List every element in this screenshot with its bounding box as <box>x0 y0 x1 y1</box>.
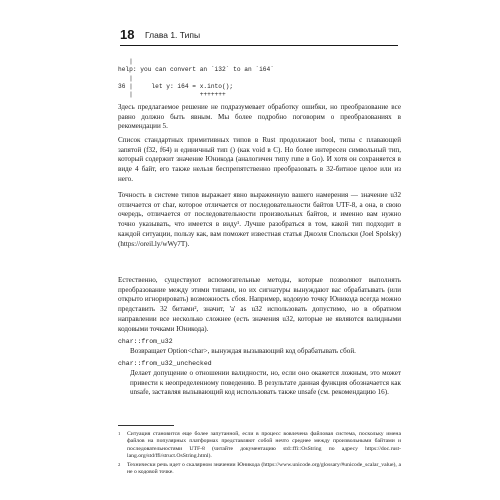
footnote-mark: 2 <box>118 462 121 467</box>
running-header <box>120 27 398 45</box>
code-line: help: you can convert an `i32` to an `i64` <box>118 66 274 73</box>
footnote-text: Ситуация становится еще более запутанной, если в процесс вовлечена файловая система, поскольку имена файлов на популярных платформах представляют собой нечто среднее между произвольными байтами и последовательностями UTF-8 (читайте документацию std::ffi::OsString по адресу https://doc.rust-lang.org/std/ffi/struct.OsString.html). <box>127 431 401 459</box>
footnote-text: Технически речь идет о скалярном значении Юникода (https://www.unicode.org/glossary/#unicode_scalar_value), а не о кодовой точке. <box>127 462 401 476</box>
code-line: 36 | let y: i64 = x.into(); <box>118 83 234 90</box>
code-line: | <box>118 58 133 65</box>
paragraph: Здесь предлагаемое решение не подразумевает обработку ошибки, но преобразование все равно должно быть явным. Мы более подробно поговорим о преобразованиях в рекомендации 5. <box>118 103 401 131</box>
definition-term: char::from_u32 <box>118 338 173 345</box>
chapter-title: Глава 1. Типы <box>145 30 201 40</box>
definition-term: char::from_u32_unchecked <box>118 360 212 367</box>
footnote-mark: 1 <box>118 431 121 436</box>
paragraph: Естественно, существуют вспомогательные методы, которые позволяют выполнять преобразование между этими типами, но их сигнатуры вынуждают вас обрабатывать (или открыто игнорировать) возможность сбоя. Например, кодовую точку Юникода всегда можно представить 32 битами², значит, 'a' as u32 использовать допустимо, но в обратном направлении все несколько сложнее (есть значения u32, которые не являются валидными кодовыми точками Юникода). <box>118 276 401 333</box>
code-line: | +++++++ <box>118 91 226 98</box>
page-number: 18 <box>120 27 135 42</box>
definition-text: Делает допущение о отношении валидности, но, если оно окажется ложным, это может привести к неопределенному поведению. В результате данная функция обозначается как unsafe, заставляя вызывающий код использовать также unsafe (см. рекомендацию 16). <box>130 369 401 397</box>
definition-text: Возвращает Option<char>, вынуждая вызывающий код обрабатывать сбой. <box>130 347 356 355</box>
header-rule <box>120 45 398 46</box>
code-line: | <box>118 75 133 82</box>
paragraph: Список стандартных примитивных типов в Rust продолжают bool, типы с плавающей запятой (f32, f64) и единичный тип () (как void в C). Но более интересен символьный тип, который содержит значение Юникода (аналогичен типу rune в Go). И хотя он сохраняется в виде 4 байт, его также нельзя беспрепятственно преобразовать в 32-битное целое или из него. <box>118 136 401 183</box>
footnote <box>118 462 401 477</box>
footnote-rule <box>118 425 174 426</box>
code-block <box>118 58 408 101</box>
paragraph: Точность в системе типов выражает явно выраженную вашего намерения — значение u32 отличается от char, которое отличается от последовательности байтов UTF-8, а она, в свою очередь, отличается от последовательности произвольных байтов, и именно вам нужно точно указывать, что имеется в виду¹. Лучше разобраться в том, какой тип подходит в каждой ситуации, пользу как, вам поможет известная статья Джоэля Спольски (Joel Spolsky) (https://oreil.ly/wWy7T). <box>118 191 401 248</box>
footnote <box>118 431 401 460</box>
